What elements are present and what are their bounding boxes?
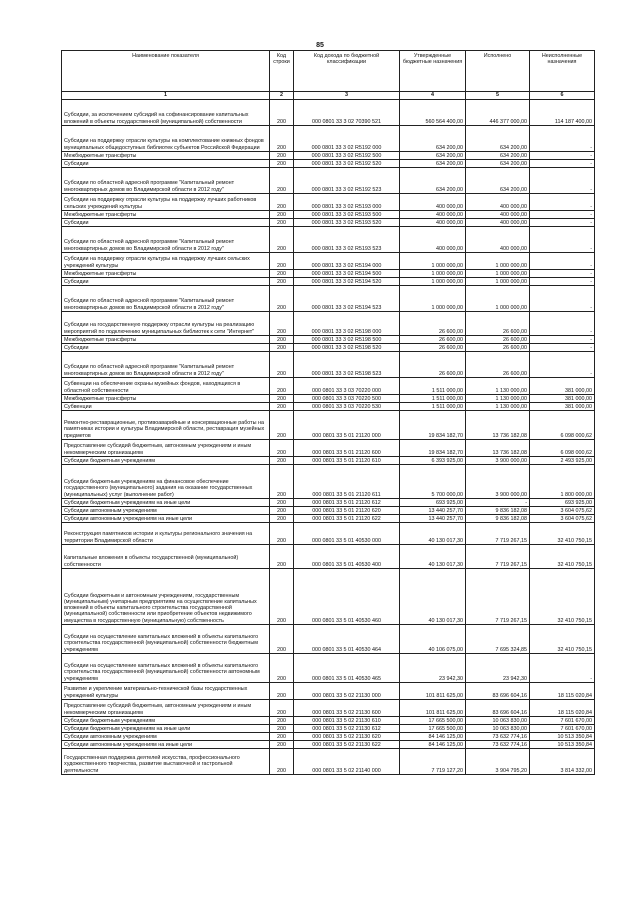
row-approved-amount: 1 000 000,00 [400, 278, 466, 286]
row-unexecuted-amount: - [530, 336, 595, 344]
row-unexecuted-amount: 18 115 020,84 [530, 683, 595, 700]
row-unexecuted-amount: - [530, 270, 595, 278]
row-line-code: 200 [270, 152, 294, 160]
table-row [62, 336, 595, 344]
row-executed-amount: 26 600,00 [466, 352, 530, 378]
table-row [62, 219, 595, 227]
row-name: Субсидии по областной адресной программе "Капитальный ремонт многоквартирных домов во Владимирской области в 2012 году" [62, 168, 270, 194]
table-row [62, 403, 595, 411]
row-executed-amount: 13 736 182,08 [466, 440, 530, 457]
row-budget-code: 000 0801 33 3 02 R5192 500 [294, 152, 400, 160]
row-budget-code: 000 0801 33 3 02 R5194 520 [294, 278, 400, 286]
row-budget-code: 000 0801 33 5 01 21120 620 [294, 507, 400, 515]
row-approved-amount: 1 511 000,00 [400, 403, 466, 411]
row-name: Субсидии [62, 160, 270, 168]
table-row [62, 749, 595, 775]
row-unexecuted-amount: 32 410 750,15 [530, 569, 595, 625]
row-line-code: 200 [270, 733, 294, 741]
row-unexecuted-amount: 32 410 750,15 [530, 625, 595, 654]
row-executed-amount: 446 377 000,00 [466, 100, 530, 126]
table-row [62, 160, 595, 168]
row-executed-amount: 13 736 182,08 [466, 411, 530, 440]
row-executed-amount: 9 836 182,08 [466, 507, 530, 515]
row-approved-amount: 19 834 182,70 [400, 440, 466, 457]
table-row [62, 725, 595, 733]
table-row [62, 625, 595, 654]
table-row [62, 227, 595, 253]
row-unexecuted-amount: 10 513 350,84 [530, 733, 595, 741]
row-line-code: 200 [270, 378, 294, 395]
row-line-code: 200 [270, 278, 294, 286]
row-executed-amount: - [466, 499, 530, 507]
row-unexecuted-amount: 1 800 000,00 [530, 465, 595, 499]
row-line-code: 200 [270, 717, 294, 725]
row-name: Субсидии по областной адресной программе "Капитальный ремонт многоквартирных домов во Владимирской области в 2012 году" [62, 227, 270, 253]
row-budget-code: 000 0801 33 5 01 40530 460 [294, 569, 400, 625]
row-name: Субсидии [62, 219, 270, 227]
row-line-code: 200 [270, 625, 294, 654]
row-approved-amount: 26 600,00 [400, 352, 466, 378]
row-line-code: 200 [270, 312, 294, 336]
row-unexecuted-amount: 3 814 332,00 [530, 749, 595, 775]
row-unexecuted-amount: 32 410 750,15 [530, 523, 595, 545]
row-executed-amount: 9 836 182,08 [466, 515, 530, 523]
row-executed-amount: 10 063 830,00 [466, 717, 530, 725]
row-line-code: 200 [270, 211, 294, 219]
table-header-row [62, 51, 595, 92]
row-unexecuted-amount: 7 601 670,00 [530, 725, 595, 733]
row-budget-code: 000 0801 33 3 02 R5193 520 [294, 219, 400, 227]
row-budget-code: 000 0801 33 5 02 21130 600 [294, 700, 400, 717]
row-line-code: 200 [270, 168, 294, 194]
row-name: Субсидии по областной адресной программе "Капитальный ремонт многоквартирных домов во Владимирской области в 2012 году" [62, 286, 270, 312]
row-name: Субсидии автономным учреждениям [62, 733, 270, 741]
header-name: Наименование показателя [62, 51, 270, 92]
row-line-code: 200 [270, 286, 294, 312]
row-budget-code: 000 0801 33 5 02 21130 610 [294, 717, 400, 725]
header-budget-code: Код дохода по бюджетной классификации [294, 51, 400, 92]
row-name: Субвенции на обеспечение охраны музейных фондов, находящихся в областной собственности [62, 378, 270, 395]
row-budget-code: 000 0801 33 3 03 70220 000 [294, 378, 400, 395]
row-budget-code: 000 0801 33 5 02 21140 000 [294, 749, 400, 775]
row-executed-amount: 634 200,00 [466, 168, 530, 194]
row-budget-code: 000 0801 33 3 02 R5193 523 [294, 227, 400, 253]
row-unexecuted-amount: - [530, 286, 595, 312]
row-approved-amount: 400 000,00 [400, 227, 466, 253]
row-budget-code: 000 0801 33 5 01 21120 610 [294, 457, 400, 465]
budget-report-table [61, 50, 595, 775]
row-unexecuted-amount: - [530, 219, 595, 227]
row-name: Субсидии бюджетным учреждениям на финансовое обеспечение государственного (муниципального) задания на оказание государственных (муниципальных) услуг (выполнение работ) [62, 465, 270, 499]
row-line-code: 200 [270, 654, 294, 683]
row-line-code: 200 [270, 411, 294, 440]
table-row [62, 211, 595, 219]
row-name: Субсидии, за исключением субсидий на софинансирование капитальных вложений в объекты государственной (муниципальной) собственности [62, 100, 270, 126]
row-name: Развитие и укрепление материально-технической базы государственных учреждений культуры [62, 683, 270, 700]
row-approved-amount: 560 564 400,00 [400, 100, 466, 126]
row-line-code: 200 [270, 100, 294, 126]
row-budget-code: 000 0801 33 3 02 R5193 500 [294, 211, 400, 219]
row-budget-code: 000 0801 33 5 01 40530 464 [294, 625, 400, 654]
table-row [62, 523, 595, 545]
row-budget-code: 000 0801 33 3 02 R5198 520 [294, 344, 400, 352]
row-budget-code: 000 0801 33 5 01 21120 612 [294, 499, 400, 507]
row-name: Субсидии на государственную поддержку отрасли культуры на реализацию мероприятий по подключению муниципальных библиотек к сети "Интернет" [62, 312, 270, 336]
row-name: Субсидии бюджетным учреждениям на иные цели [62, 725, 270, 733]
row-approved-amount: 400 000,00 [400, 211, 466, 219]
row-name: Субсидии автономным учреждениям на иные цели [62, 741, 270, 749]
row-line-code: 200 [270, 352, 294, 378]
row-unexecuted-amount: - [530, 227, 595, 253]
row-line-code: 200 [270, 160, 294, 168]
row-approved-amount: 1 000 000,00 [400, 286, 466, 312]
table-row [62, 352, 595, 378]
row-budget-code: 000 0801 33 5 02 21130 000 [294, 683, 400, 700]
row-executed-amount: 23 942,30 [466, 654, 530, 683]
row-executed-amount: 400 000,00 [466, 194, 530, 211]
row-approved-amount: 17 665 500,00 [400, 725, 466, 733]
row-budget-code: 000 0801 33 3 02 R5198 500 [294, 336, 400, 344]
table-row [62, 126, 595, 152]
page-number: 85 [316, 42, 324, 49]
row-name: Субсидии [62, 344, 270, 352]
row-unexecuted-amount: 7 601 670,00 [530, 717, 595, 725]
row-line-code: 200 [270, 749, 294, 775]
row-unexecuted-amount: 32 410 750,15 [530, 545, 595, 569]
column-number: 4 [400, 92, 466, 100]
row-approved-amount: 634 200,00 [400, 152, 466, 160]
row-unexecuted-amount: - [530, 152, 595, 160]
row-unexecuted-amount: 10 513 350,84 [530, 741, 595, 749]
row-budget-code: 000 0801 33 5 02 21130 622 [294, 741, 400, 749]
row-name: Субсидии бюджетным учреждениям [62, 717, 270, 725]
row-executed-amount: 634 200,00 [466, 160, 530, 168]
row-executed-amount: 1 130 000,00 [466, 403, 530, 411]
row-executed-amount: 400 000,00 [466, 227, 530, 253]
table-row [62, 515, 595, 523]
row-executed-amount: 26 600,00 [466, 312, 530, 336]
row-name: Субсидии на осуществление капитальных вложений в объекты капитального строительства государственной (муниципальной) собственности бюджетным учреждениям [62, 625, 270, 654]
row-unexecuted-amount: - [530, 126, 595, 152]
row-name: Субсидии на поддержку отрасли культуры на поддержку лучших сельских учреждений культуры [62, 253, 270, 270]
row-budget-code: 000 0801 33 3 02 R5193 000 [294, 194, 400, 211]
row-name: Субсидии бюджетным и автономным учреждениям, государственным (муниципальным) унитарным предприятиям на осуществление капитальных вложений в объекты капитального строительства государственной (муниципальной) собственности или приобретение объектов недвижимого имущества в государственную (муниципальную) собственность [62, 569, 270, 625]
row-line-code: 200 [270, 457, 294, 465]
row-unexecuted-amount: - [530, 211, 595, 219]
row-approved-amount: 19 834 182,70 [400, 411, 466, 440]
column-numbers-row [62, 92, 595, 100]
row-budget-code: 000 0801 33 3 03 70220 530 [294, 403, 400, 411]
row-approved-amount: 400 000,00 [400, 194, 466, 211]
column-number: 3 [294, 92, 400, 100]
row-executed-amount: 1 000 000,00 [466, 278, 530, 286]
row-executed-amount: 1 000 000,00 [466, 286, 530, 312]
row-name: Межбюджетные трансферты [62, 336, 270, 344]
row-budget-code: 000 0801 33 5 01 21120 600 [294, 440, 400, 457]
row-approved-amount: 693 925,00 [400, 499, 466, 507]
table-row [62, 378, 595, 395]
row-name: Субсидии автономным учреждениям на иные цели [62, 515, 270, 523]
table-row [62, 733, 595, 741]
row-name: Субсидии автономным учреждениям [62, 507, 270, 515]
header-line-code: Код строки [270, 51, 294, 92]
row-unexecuted-amount: 3 604 075,62 [530, 515, 595, 523]
header-approved: Утвержденные бюджетные назначения [400, 51, 466, 92]
header-unexecuted: Неисполненные назначения [530, 51, 595, 92]
row-executed-amount: 1 130 000,00 [466, 395, 530, 403]
row-executed-amount: 3 900 000,00 [466, 465, 530, 499]
table-row [62, 100, 595, 126]
row-line-code: 200 [270, 219, 294, 227]
row-name: Предоставление субсидий бюджетным, автономным учреждениям и иным некоммерческим организациям [62, 440, 270, 457]
row-executed-amount: 7 695 324,85 [466, 625, 530, 654]
table-row [62, 507, 595, 515]
table-row [62, 286, 595, 312]
row-approved-amount: 634 200,00 [400, 160, 466, 168]
row-executed-amount: 26 600,00 [466, 336, 530, 344]
row-budget-code: 000 0801 33 3 02 R5198 523 [294, 352, 400, 378]
row-approved-amount: 6 393 925,00 [400, 457, 466, 465]
row-line-code: 200 [270, 395, 294, 403]
row-line-code: 200 [270, 523, 294, 545]
row-line-code: 200 [270, 440, 294, 457]
row-approved-amount: 13 440 257,70 [400, 515, 466, 523]
row-line-code: 200 [270, 741, 294, 749]
row-name: Субсидии [62, 278, 270, 286]
row-unexecuted-amount: 381 000,00 [530, 395, 595, 403]
row-budget-code: 000 0801 33 5 02 21130 620 [294, 733, 400, 741]
row-unexecuted-amount: - [530, 352, 595, 378]
row-budget-code: 000 0801 33 3 03 70220 500 [294, 395, 400, 403]
column-number: 5 [466, 92, 530, 100]
row-approved-amount: 40 130 017,30 [400, 569, 466, 625]
row-executed-amount: 7 719 267,15 [466, 523, 530, 545]
table-row [62, 194, 595, 211]
row-executed-amount: 1 000 000,00 [466, 270, 530, 278]
table-row [62, 741, 595, 749]
table-row [62, 700, 595, 717]
table-row [62, 717, 595, 725]
row-line-code: 200 [270, 227, 294, 253]
row-approved-amount: 17 665 500,00 [400, 717, 466, 725]
row-unexecuted-amount: 6 098 000,62 [530, 440, 595, 457]
table-row [62, 654, 595, 683]
row-approved-amount: 5 700 000,00 [400, 465, 466, 499]
row-budget-code: 000 0801 33 5 01 21120 622 [294, 515, 400, 523]
row-name: Субсидии на поддержку отрасли культуры на комплектование книжных фондов муниципальных общедоступных библиотек субъектов Российской Федерации [62, 126, 270, 152]
row-unexecuted-amount: - [530, 168, 595, 194]
row-approved-amount: 634 200,00 [400, 126, 466, 152]
row-unexecuted-amount: 2 493 925,00 [530, 457, 595, 465]
table-row [62, 683, 595, 700]
row-line-code: 200 [270, 465, 294, 499]
table-row [62, 465, 595, 499]
row-line-code: 200 [270, 194, 294, 211]
row-line-code: 200 [270, 336, 294, 344]
row-name: Субсидии бюджетным учреждениям [62, 457, 270, 465]
row-line-code: 200 [270, 270, 294, 278]
row-name: Субсидии по областной адресной программе "Капитальный ремонт многоквартирных домов во Владимирской области в 2012 году" [62, 352, 270, 378]
table-row [62, 270, 595, 278]
row-name: Межбюджетные трансферты [62, 395, 270, 403]
row-name: Межбюджетные трансферты [62, 211, 270, 219]
row-approved-amount: 26 600,00 [400, 336, 466, 344]
row-line-code: 200 [270, 700, 294, 717]
row-name: Межбюджетные трансферты [62, 270, 270, 278]
row-line-code: 200 [270, 253, 294, 270]
row-line-code: 200 [270, 507, 294, 515]
row-line-code: 200 [270, 725, 294, 733]
row-approved-amount: 13 440 257,70 [400, 507, 466, 515]
table-row [62, 253, 595, 270]
row-executed-amount: 7 719 267,15 [466, 545, 530, 569]
row-executed-amount: 3 904 795,20 [466, 749, 530, 775]
row-budget-code: 000 0801 33 3 02 R5194 523 [294, 286, 400, 312]
row-line-code: 200 [270, 499, 294, 507]
row-unexecuted-amount: 3 604 075,62 [530, 507, 595, 515]
row-approved-amount: 1 000 000,00 [400, 253, 466, 270]
row-budget-code: 000 0801 33 5 01 40530 000 [294, 523, 400, 545]
row-unexecuted-amount: - [530, 654, 595, 683]
row-unexecuted-amount: - [530, 194, 595, 211]
row-approved-amount: 1 511 000,00 [400, 395, 466, 403]
row-budget-code: 000 0801 33 3 02 70390 521 [294, 100, 400, 126]
row-budget-code: 000 0801 33 5 01 21120 611 [294, 465, 400, 499]
row-name: Государственная поддержка деятелей искусства, профессионального художественного творчества, развитие выставочной и гастрольной деятельности [62, 749, 270, 775]
row-executed-amount: 1 130 000,00 [466, 378, 530, 395]
row-name: Субсидии бюджетным учреждениям на иные цели [62, 499, 270, 507]
row-executed-amount: 3 900 000,00 [466, 457, 530, 465]
row-line-code: 200 [270, 403, 294, 411]
row-executed-amount: 400 000,00 [466, 219, 530, 227]
column-number: 1 [62, 92, 270, 100]
row-budget-code: 000 0801 33 3 02 R5192 000 [294, 126, 400, 152]
row-name: Ремонтно-реставрационные, противоаварийные и консервационные работы на памятниках истории и культуры Владимирской области, реставрация музейных предметов [62, 411, 270, 440]
row-approved-amount: 26 600,00 [400, 312, 466, 336]
row-unexecuted-amount: 18 115 020,84 [530, 700, 595, 717]
row-approved-amount: 40 130 017,30 [400, 523, 466, 545]
row-approved-amount: 23 942,30 [400, 654, 466, 683]
row-budget-code: 000 0801 33 3 02 R5192 523 [294, 168, 400, 194]
row-line-code: 200 [270, 683, 294, 700]
table-body [62, 100, 595, 775]
row-executed-amount: 83 696 604,16 [466, 700, 530, 717]
row-budget-code: 000 0801 33 5 02 21130 612 [294, 725, 400, 733]
row-unexecuted-amount: - [530, 312, 595, 336]
row-executed-amount: 73 632 774,16 [466, 741, 530, 749]
row-executed-amount: 400 000,00 [466, 211, 530, 219]
row-approved-amount: 40 130 017,30 [400, 545, 466, 569]
row-line-code: 200 [270, 344, 294, 352]
row-approved-amount: 634 200,00 [400, 168, 466, 194]
row-executed-amount: 7 719 267,15 [466, 569, 530, 625]
row-name: Капитальные вложения в объекты государственной (муниципальной) собственности [62, 545, 270, 569]
row-line-code: 200 [270, 515, 294, 523]
row-budget-code: 000 0801 33 5 01 40530 465 [294, 654, 400, 683]
row-name: Субвенции [62, 403, 270, 411]
row-executed-amount: 634 200,00 [466, 152, 530, 160]
row-unexecuted-amount: 381 000,00 [530, 403, 595, 411]
row-approved-amount: 1 511 000,00 [400, 378, 466, 395]
row-budget-code: 000 0801 33 3 02 R5192 520 [294, 160, 400, 168]
row-executed-amount: 634 200,00 [466, 126, 530, 152]
table-row [62, 440, 595, 457]
row-unexecuted-amount: - [530, 344, 595, 352]
row-approved-amount: 1 000 000,00 [400, 270, 466, 278]
row-budget-code: 000 0801 33 3 02 R5194 000 [294, 253, 400, 270]
table-row [62, 569, 595, 625]
row-approved-amount: 84 146 125,00 [400, 741, 466, 749]
row-unexecuted-amount: 381 000,00 [530, 378, 595, 395]
row-approved-amount: 400 000,00 [400, 219, 466, 227]
table-row [62, 344, 595, 352]
table-row [62, 545, 595, 569]
row-name: Реконструкция памятников истории и культуры регионального значения на территории Владимирской области [62, 523, 270, 545]
table-row [62, 278, 595, 286]
table-row [62, 168, 595, 194]
row-name: Субсидии на осуществление капитальных вложений в объекты капитального строительства государственной (муниципальной) собственности автономным учреждениям [62, 654, 270, 683]
row-budget-code: 000 0801 33 5 01 40530 400 [294, 545, 400, 569]
row-unexecuted-amount: - [530, 253, 595, 270]
row-executed-amount: 10 063 830,00 [466, 725, 530, 733]
row-approved-amount: 7 719 127,20 [400, 749, 466, 775]
row-approved-amount: 84 146 125,00 [400, 733, 466, 741]
table-row [62, 411, 595, 440]
row-unexecuted-amount: 6 098 000,62 [530, 411, 595, 440]
row-line-code: 200 [270, 545, 294, 569]
row-unexecuted-amount: 693 925,00 [530, 499, 595, 507]
table-row [62, 152, 595, 160]
row-executed-amount: 83 696 604,16 [466, 683, 530, 700]
header-executed: Исполнено [466, 51, 530, 92]
row-approved-amount: 101 811 625,00 [400, 683, 466, 700]
table-row [62, 457, 595, 465]
row-budget-code: 000 0801 33 5 01 21120 000 [294, 411, 400, 440]
row-approved-amount: 40 106 075,00 [400, 625, 466, 654]
row-approved-amount: 26 600,00 [400, 344, 466, 352]
row-executed-amount: 1 000 000,00 [466, 253, 530, 270]
row-executed-amount: 26 600,00 [466, 344, 530, 352]
row-unexecuted-amount: - [530, 278, 595, 286]
row-budget-code: 000 0801 33 3 02 R5194 500 [294, 270, 400, 278]
row-name: Предоставление субсидий бюджетным, автономным учреждениям и иным некоммерческим организациям [62, 700, 270, 717]
row-unexecuted-amount: 114 187 400,00 [530, 100, 595, 126]
table-row [62, 395, 595, 403]
row-budget-code: 000 0801 33 3 02 R5198 000 [294, 312, 400, 336]
column-number: 6 [530, 92, 595, 100]
row-unexecuted-amount: - [530, 160, 595, 168]
row-line-code: 200 [270, 126, 294, 152]
row-approved-amount: 101 811 625,00 [400, 700, 466, 717]
table-row [62, 312, 595, 336]
row-executed-amount: 73 632 774,16 [466, 733, 530, 741]
column-number: 2 [270, 92, 294, 100]
table-row [62, 499, 595, 507]
row-name: Межбюджетные трансферты [62, 152, 270, 160]
row-name: Субсидии на поддержку отрасли культуры на поддержку лучших работников сельских учреждений культуры [62, 194, 270, 211]
row-line-code: 200 [270, 569, 294, 625]
